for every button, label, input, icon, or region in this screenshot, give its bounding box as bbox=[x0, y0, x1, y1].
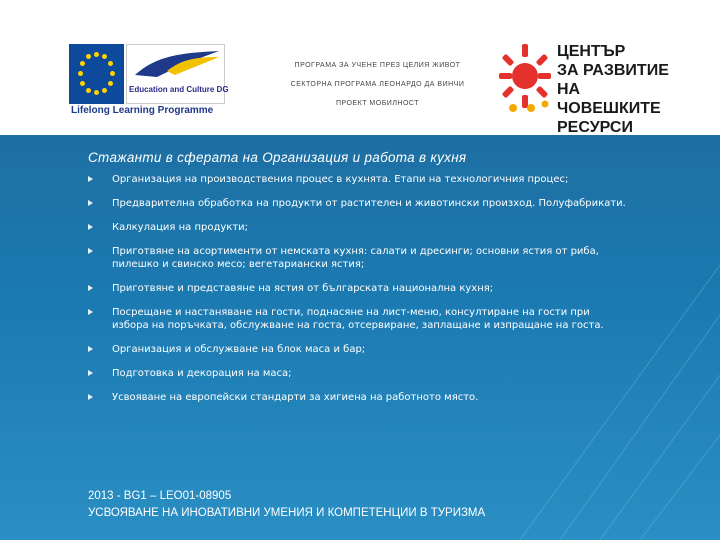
project-type-line: ПРОЕКТ МОБИЛНОСТ bbox=[335, 100, 420, 107]
slide-title: Стажанти в сферата на Организация и работа в кухня bbox=[88, 150, 467, 165]
education-culture-logo bbox=[126, 44, 229, 104]
bullet-icon bbox=[88, 394, 93, 400]
list-item bbox=[88, 306, 628, 332]
list-item bbox=[88, 245, 628, 271]
hrdc-name bbox=[557, 42, 680, 137]
bullet-icon bbox=[88, 285, 93, 291]
list-item-text: Калкулация на продукти; bbox=[112, 222, 249, 233]
list-item bbox=[88, 173, 628, 186]
bullet-icon bbox=[88, 309, 93, 315]
list-item-text: Приготвяне и представяне на ястия от българската национална кухня; bbox=[112, 283, 494, 294]
list-item-text: Посрещане и настаняване на гости, поднасяне на лист-меню, консултиране на гости при избора на поръчката, обслужване на госта, отсервиране, заплащане и изпращане на госта. bbox=[112, 307, 604, 331]
hrdc-line-1: ЦЕНТЪР bbox=[557, 43, 626, 60]
subprogram-line: СЕКТОРНА ПРОГРАМА ЛЕОНАРДО ДА ВИНЧИ bbox=[290, 81, 465, 88]
hrdc-line-3: НА ЧОВЕШКИТЕ bbox=[557, 81, 661, 117]
list-item bbox=[88, 282, 628, 295]
program-line: ПРОГРАМА ЗА УЧЕНЕ ПРЕЗ ЦЕЛИЯ ЖИВОТ bbox=[294, 62, 461, 69]
bullet-icon bbox=[88, 248, 93, 254]
hrdc-line-4: РЕСУРСИ bbox=[557, 119, 633, 136]
topic-list bbox=[88, 173, 628, 415]
bullet-icon bbox=[88, 200, 93, 206]
hrdc-line-2: ЗА РАЗВИТИЕ bbox=[557, 62, 669, 79]
list-item-text: Организация на производствения процес в кухнята. Етапи на технологичния процес; bbox=[112, 174, 569, 185]
eac-label: Education and Culture DG bbox=[129, 85, 229, 94]
bullet-icon bbox=[88, 370, 93, 376]
list-item bbox=[88, 343, 628, 356]
list-item bbox=[88, 221, 628, 234]
list-item bbox=[88, 391, 628, 404]
program-info bbox=[250, 62, 505, 119]
llp-label: Lifelong Learning Programme bbox=[71, 105, 214, 116]
footer bbox=[88, 488, 648, 522]
list-item-text: Подготовка и декорация на маса; bbox=[112, 368, 292, 379]
header-band bbox=[0, 0, 720, 135]
bullet-icon bbox=[88, 346, 93, 352]
sun-people-icon bbox=[495, 42, 553, 118]
eu-flag-icon bbox=[69, 44, 124, 104]
eu-llp-logo bbox=[69, 42, 229, 118]
bullet-icon bbox=[88, 224, 93, 230]
llp-bar bbox=[69, 104, 225, 118]
bullet-icon bbox=[88, 176, 93, 182]
list-item bbox=[88, 197, 628, 210]
hrdc-logo bbox=[495, 42, 680, 136]
project-code: 2013 - BG1 – LEO01-08905 bbox=[88, 490, 232, 502]
list-item-text: Приготвяне на асортименти от немската кухня: салати и дресинги; основни ястия от риба, пилешко и свинско месо; вегетариански ястия; bbox=[112, 246, 599, 270]
list-item-text: Предварителна обработка на продукти от растителен и животински произход. Полуфабрикати. bbox=[112, 198, 626, 209]
bird-emblem-icon bbox=[127, 45, 224, 85]
list-item bbox=[88, 367, 628, 380]
list-item-text: Организация и обслужване на блок маса и бар; bbox=[112, 344, 366, 355]
list-item-text: Усвояване на европейски стандарти за хигиена на работното място. bbox=[112, 392, 479, 403]
project-title: УСВОЯВАНЕ НА ИНОВАТИВНИ УМЕНИЯ И КОМПЕТЕНЦИИ В ТУРИЗМА bbox=[88, 507, 486, 519]
